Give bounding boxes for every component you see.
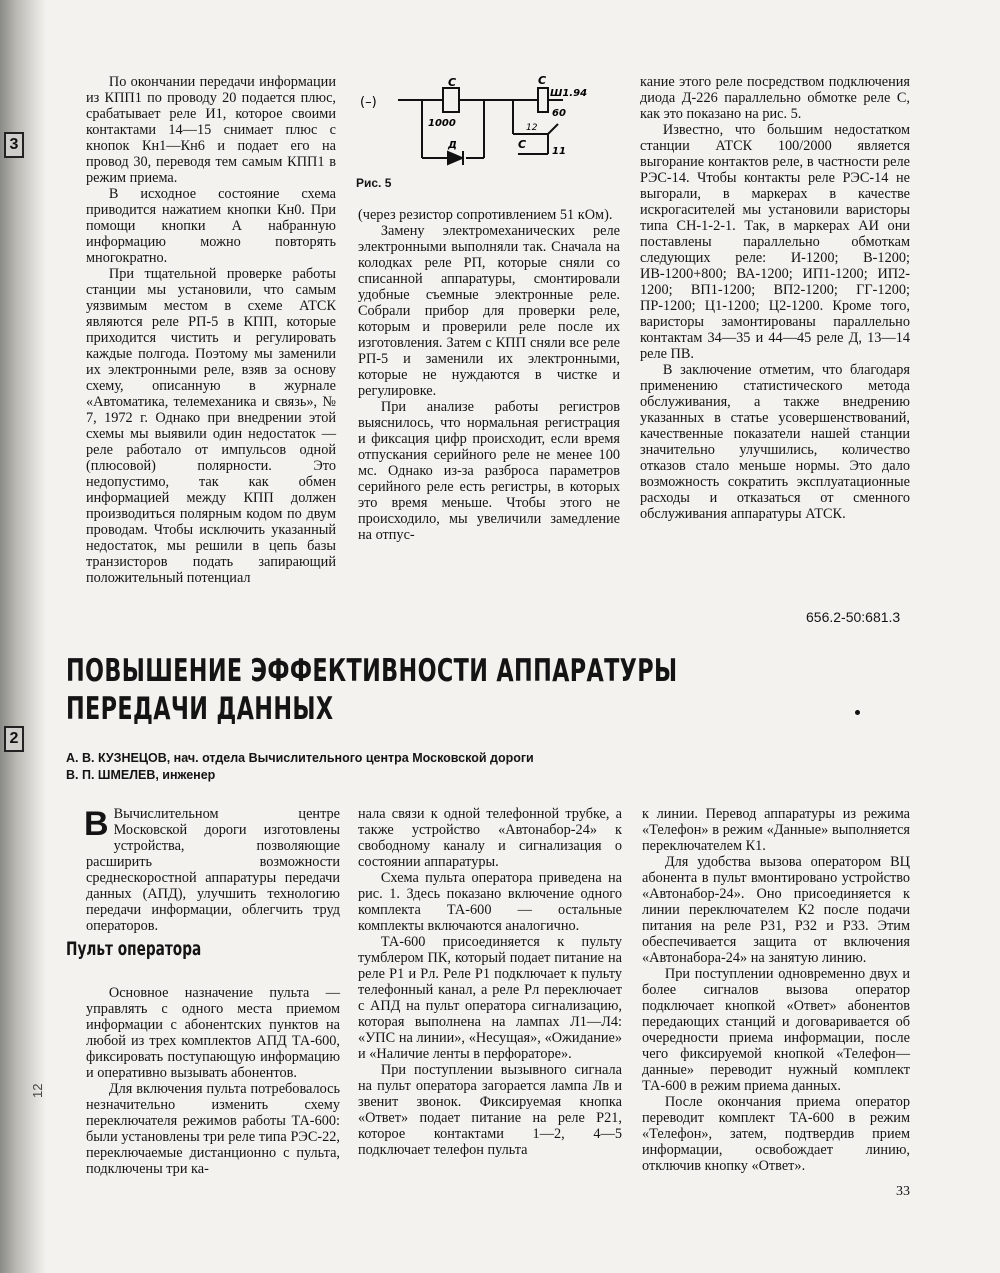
paragraph: В исходное состояние схема приводится нажатием кнопки Кн0. При помощи кнопки А набранную информацию можно повторять многократно.: [86, 186, 336, 266]
diagram-label: С: [518, 138, 527, 151]
margin-number: 12: [30, 1083, 45, 1098]
paragraph: В заключение отметим, что благодаря применению статистического метода обслуживания, а также внедрению указанных в статье усовершенствований, качественные показатели нашей станции значительно улучшились, количество отказов стало меньше нормы. Это дало возможность сократить эксплуатационные расходы и отказаться от сменного обслуживания аппаратуры АТСК.: [640, 362, 910, 522]
paragraph: Известно, что большим недостатком станции АТСК 100/2000 является выгорание контактов реле, в частности реле РЭС-14. Чтобы контакты реле РЭС-14 не выгорали, в маркерах в качестве искрогасителей мы установили варисторы типа СН-1-2-1. Так, в маркерах АИ они поставлены параллельно обмоткам следующих реле: И-1200; В-1200; ИВ-1200+800; ВА-1200; ИП1-1200; ИП2-1200; ВП1-1200; ВП2-1200; ГГ-1200; ПР-1200; Ц1-1200; Ц2-1200. Кроме того, варисторы замонтированы параллельно контактам 34—35 и 44—45 реле Д, 13—14 реле ПВ.: [640, 122, 910, 362]
article-column-1: [86, 985, 340, 1177]
drop-cap: В: [84, 805, 109, 843]
paragraph: При анализе работы регистров выяснилось, что нормальная регистрация и фиксация цифр происходит, если время отпускания серийного реле не менее 100 мс. Однако из-за разброса параметров серийного реле есть регистры, в которых это время меньше. Чтобы этого не происходило, мы увеличили замедление на отпус-: [358, 399, 620, 543]
paragraph: При тщательной проверке работы станции мы установили, что самым уязвимым местом в схеме АТСК являются реле РП-5 в КПП, которые приходится чистить и регулировать каждые полгода. Поэтому мы заменили их электронными реле, взяв за основу схему, описанную в журнале «Автоматика, телемеханика и связь», № 7, 1972 г. Однако при внедрении этой схемы мы выявили один недостаток — реле работало от импульсов одной (плюсовой) полярности. Это недопустимо, так как обмен информацией между КПП должен производиться полярным кодом по двум проводам. Чтобы исключить указанный недостаток, мы решили в цепь базы транзисторов подать запирающий положительный потенциал: [86, 266, 336, 586]
margin-marker: 3: [4, 132, 24, 158]
top-column-2: [358, 207, 620, 543]
diagram-label: (–): [360, 95, 377, 110]
decorative-dot: [855, 710, 860, 715]
diagram-label: С: [448, 76, 457, 89]
paragraph: При поступлении одновременно двух и более сигналов вызова оператор подключает кнопкой «Ответ» абонентов передающих станций и договаривается об очередности приема информации, после чего фиксируемой кнопкой «Телефон—данные» переводит нужный комплект ТА-600 в режим приема данных.: [642, 966, 910, 1094]
paragraph: Схема пульта оператора приведена на рис. 1. Здесь показано включение одного комплекта ТА-600 — остальные комплекты включаются аналогично.: [358, 870, 622, 934]
diagram-label: 1000: [428, 118, 456, 129]
paragraph: При поступлении вызывного сигнала на пульт оператора загорается лампа Лв и звенит звонок. Фиксируемая кнопка «Ответ» подает питание на реле Р21, которое контактами 1—2, 4—5 подключает телефон пульта: [358, 1062, 622, 1158]
paragraph: нала связи к одной телефонной трубке, а также устройство «Автонабор-24» к свободному каналу и сигнализация о состоянии аппаратуры.: [358, 806, 622, 870]
article-authors: [66, 750, 534, 784]
relay-circuit-diagram: [358, 74, 620, 174]
paragraph: Замену электромеханических реле электронными выполняли так. Сначала на колодках реле РП, которые сняли со списанной аппаратуры, смонтировали удобные съемные электронные реле. Собрали прибор для проверки реле, которым и проверили реле после их изготовления. Затем с КПП сняли все реле РП-5 и заменили их электронными, которые не нуждаются в чистке и регулировке.: [358, 223, 620, 399]
paragraph: Для удобства вызова оператором ВЦ абонента в пульт вмонтировано устройство «Автонабор-24». Оно присоединяется к линии переключателем К2 после подачи питания на реле Р31, Р32 и Р33. Этим обеспечивается защита от включения «Автонабора-24» на занятую линию.: [642, 854, 910, 966]
diagram-label: 60: [552, 108, 566, 119]
paragraph: Для включения пульта потребовалось незначительно изменить схему переключателя режимов работы ТА-600: были установлены три реле типа РЭС-22, переключаемые дистанционно с пульта, подключены три ка-: [86, 1081, 340, 1177]
diagram-label: Ш1.94: [550, 88, 588, 99]
paragraph: Основное назначение пульта — управлять с одного места приемом информации с абонентских пунктов на любой из трех комплектов АПД ТА-600, фиксировать поступающую информацию и оперативно вызывать абонентов.: [86, 985, 340, 1081]
page-binding-shadow: [0, 0, 46, 1273]
diagram-label: Д: [448, 140, 457, 151]
figure-5-schematic: [358, 74, 620, 194]
intro-text: Вычислительном центре Московской дороги изготовлены устройства, позволяющие расширить возможности среднескоростной аппаратуры передачи данных (АПД), улучшить технологию передачи информации, облегчить труд операторов.: [86, 806, 340, 934]
margin-marker: 2: [4, 726, 24, 752]
author-line: В. П. ШМЕЛЕВ, инженер: [66, 768, 216, 782]
figure-caption: Рис. 5: [356, 176, 392, 190]
title-line-2: ПЕРЕДАЧИ ДАННЫХ: [66, 691, 334, 727]
diagram-label: 11: [552, 146, 566, 157]
author-line: А. В. КУЗНЕЦОВ, нач. отдела Вычислительного центра Московской дороги: [66, 751, 534, 765]
diagram-label: 12: [526, 123, 538, 133]
title-line-1: ПОВЫШЕНИЕ ЭФФЕКТИВНОСТИ АППАРАТУРЫ: [66, 653, 678, 689]
article-column-3: [642, 806, 910, 1174]
section-heading: Пульт оператора: [66, 938, 202, 960]
paragraph: к линии. Перевод аппаратуры из режима «Телефон» в режим «Данные» выполняется переключателем К1.: [642, 806, 910, 854]
paragraph: ТА-600 присоединяется к пульту тумблером ПК, который подает питание на реле Р1 и Рл. Реле Р1 подключает к пульту телефонный канал, а реле Рл переключает с АПД на пульт оператора сигнализацию, которая выполнена на лампах Л1—Л4: «УПС на линии», «Несущая», «Ожидание» и «Наличие ленты в перфораторе».: [358, 934, 622, 1062]
paragraph: кание этого реле посредством подключения диода Д-226 параллельно обмотке реле С, как это показано на рис. 5.: [640, 74, 910, 122]
paragraph: (через резистор сопротивлением 51 кОм).: [358, 207, 613, 223]
top-column-3: [640, 74, 910, 522]
diagram-label: С: [538, 74, 547, 87]
paragraph: После окончания приема оператор переводит комплект ТА-600 в режим «Телефон», затем, подтвердив прием информации, освобождает линию, отключив кнопку «Ответ».: [642, 1094, 910, 1174]
udc-code: 656.2-50:681.3: [806, 609, 901, 625]
page-number: 33: [896, 1184, 910, 1199]
article-column-2: [358, 806, 622, 1158]
article-title: [66, 652, 764, 728]
top-column-1: [86, 74, 336, 586]
intro-paragraph: [86, 806, 340, 934]
paragraph: По окончании передачи информации из КПП1 по проводу 20 подается плюс, срабатывает реле И1, которое своими контактами 14—15 снимает плюс с кнопок Кн1—Кн6 и подает его на провод 30, переводя тем самым КПП1 в режим приема.: [86, 74, 336, 186]
article-intro: [86, 806, 340, 934]
